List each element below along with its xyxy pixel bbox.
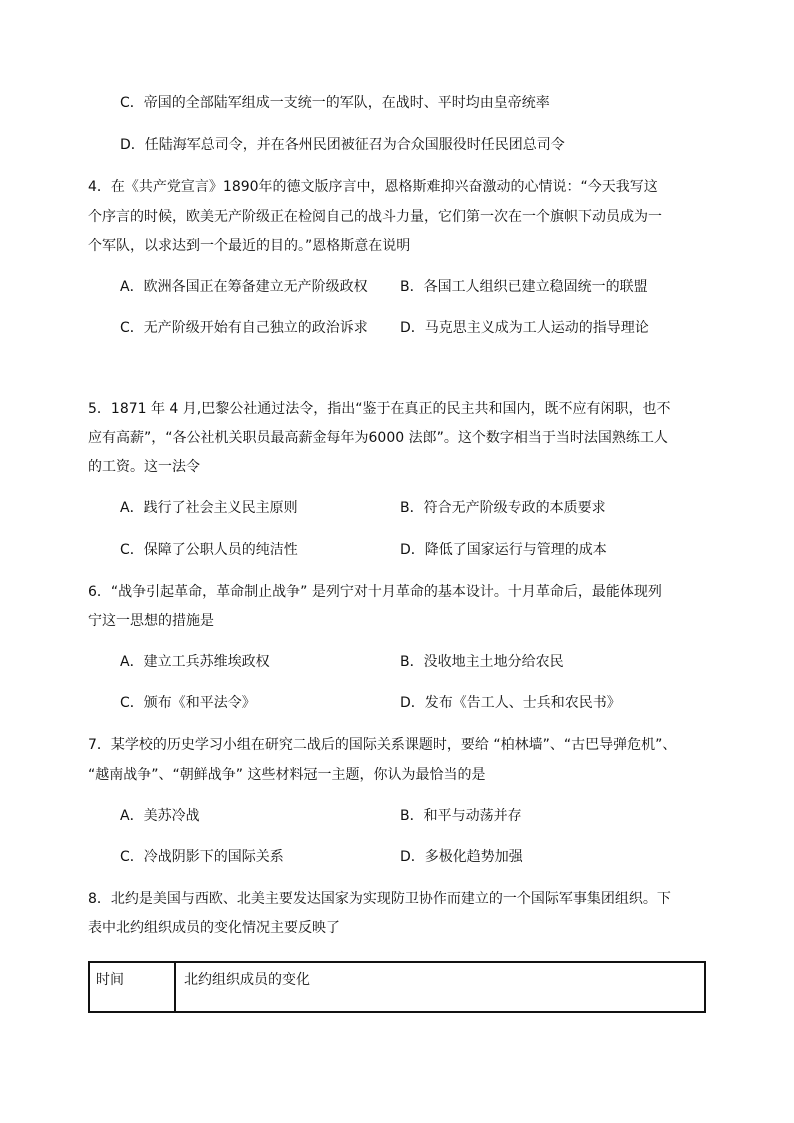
q6-option-d: D．发布《告工人、士兵和农民书》 xyxy=(400,695,621,711)
table-header-time: 时间 xyxy=(90,963,176,1011)
q7-option-a: A．美苏冷战 xyxy=(120,808,200,824)
q4-option-b: B．各国工人组织已建立稳固统一的联盟 xyxy=(400,279,648,295)
q7-option-b: B．和平与动荡并存 xyxy=(400,808,522,824)
q4-option-d: D．马克思主义成为工人运动的指导理论 xyxy=(400,320,649,336)
q5-option-a: A．践行了社会主义民主原则 xyxy=(120,500,298,516)
q3-option-c: C．帝国的全部陆军组成一支统一的军队，在战时、平时均由皇帝统率 xyxy=(120,95,550,111)
q4-stem-line-3: 个军队，以求达到一个最近的目的。”恩格斯意在说明 xyxy=(88,238,411,254)
q7-stem-line-1: 7．某学校的历史学习小组在研究二战后的国际关系课题时，要给 “柏林墙”、“古巴导弹危机”、 xyxy=(88,737,677,753)
q5-stem-line-2: 应有高薪”，“各公社机关职员最高薪金每年为6000 法郎”。这个数字相当于当时法国熟练工人 xyxy=(88,430,668,446)
q6-stem-line-2: 宁这一思想的措施是 xyxy=(88,613,214,629)
q7-stem-line-2: “越南战争”、“朝鲜战争” 这些材料冠一主题，你认为最恰当的是 xyxy=(88,767,486,783)
q4-option-a: A．欧洲各国正在筹备建立无产阶级政权 xyxy=(120,279,368,295)
q6-option-c: C．颁布《和平法令》 xyxy=(120,695,256,711)
q8-stem-line-2: 表中北约组织成员的变化情况主要反映了 xyxy=(88,920,340,936)
q7-option-d: D．多极化趋势加强 xyxy=(400,849,523,865)
q8-stem-line-1: 8．北约是美国与西欧、北美主要发达国家为实现防卫协作而建立的一个国际军事集团组织。下 xyxy=(88,891,671,907)
q5-option-c: C．保障了公职人员的纯洁性 xyxy=(120,542,298,558)
q4-option-c: C．无产阶级开始有自己独立的政治诉求 xyxy=(120,320,368,336)
q4-stem-line-1: 4．在《共产党宣言》1890年的德文版序言中，恩格斯难抑兴奋激动的心情说：“今天我写这 xyxy=(88,179,658,195)
q5-option-b: B．符合无产阶级专政的本质要求 xyxy=(400,500,606,516)
q6-option-a: A．建立工兵苏维埃政权 xyxy=(120,654,270,670)
q5-stem-line-3: 的工资。这一法令 xyxy=(88,459,200,475)
q7-option-c: C．冷战阴影下的国际关系 xyxy=(120,849,284,865)
q6-stem-line-1: 6．“战争引起革命，革命制止战争” 是列宁对十月革命的基本设计。十月革命后，最能体现列 xyxy=(88,584,662,600)
nato-members-table xyxy=(88,961,706,1013)
q5-stem-line-1: 5．1871 年 4 月,巴黎公社通过法令，指出“鉴于在真正的民主共和国内，既不应有闲职，也不 xyxy=(88,401,671,417)
q3-option-d: D．任陆海军总司令，并在各州民团被征召为合众国服役时任民团总司令 xyxy=(120,137,565,153)
table-header-members-change: 北约组织成员的变化 xyxy=(184,972,310,988)
q4-stem-line-2: 个序言的时候，欧美无产阶级正在检阅自己的战斗力量，它们第一次在一个旗帜下动员成为一 xyxy=(88,209,662,225)
q5-option-d: D．降低了国家运行与管理的成本 xyxy=(400,542,607,558)
q6-option-b: B．没收地主土地分给农民 xyxy=(400,654,564,670)
